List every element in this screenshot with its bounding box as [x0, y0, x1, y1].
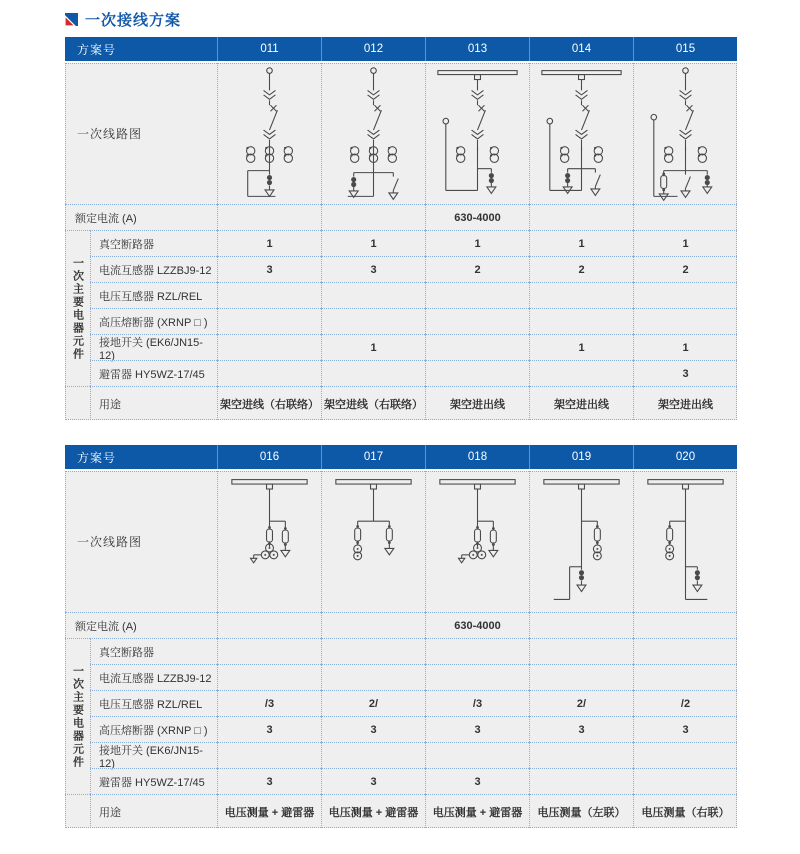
- rated-current-value-cell: [217, 204, 321, 230]
- component-value-cell: [217, 360, 321, 386]
- rated-current-value-cell: [321, 204, 425, 230]
- diagram-row-label: 一次线路图: [77, 535, 143, 549]
- component-label: 高压熔断器 (XRNP □ ): [90, 716, 217, 742]
- usage-row: [65, 386, 737, 420]
- component-value-cell: 3: [633, 360, 737, 386]
- one-line-diagram-018: [425, 471, 529, 612]
- component-value-cell: 3: [321, 716, 425, 742]
- usage-strip-spacer: [65, 794, 90, 828]
- component-label: 接地开关 (EK6/JN15-12): [90, 742, 217, 768]
- component-value-cell: [425, 664, 529, 690]
- component-value-cell: 1: [633, 334, 737, 360]
- rated-current-value-cell: [633, 612, 737, 638]
- usage-label: 用途: [90, 386, 217, 420]
- rated-current-value-cell: [321, 612, 425, 638]
- usage-value-cell: 架空进出线: [633, 386, 737, 420]
- component-value-cell: [321, 360, 425, 386]
- component-label: 真空断路器: [90, 638, 217, 664]
- component-value-cell: /3: [217, 690, 321, 716]
- page-title: 一次接线方案: [85, 11, 182, 29]
- one-line-diagram-014: [529, 63, 633, 204]
- usage-value-cell: 电压测量 + 避雷器: [425, 794, 529, 828]
- component-value-cell: [529, 742, 633, 768]
- one-line-diagram-012: [321, 63, 425, 204]
- component-rows: [65, 638, 737, 794]
- rated-current-row: [65, 612, 737, 638]
- rated-current-value-cell: [529, 612, 633, 638]
- component-value-cell: [217, 742, 321, 768]
- component-label: 电流互感器 LZZBJ9-12: [90, 664, 217, 690]
- component-value-cell: 3: [425, 716, 529, 742]
- component-value-cell: 2: [633, 256, 737, 282]
- scheme-column-header: 011: [217, 37, 321, 61]
- component-rows: [65, 230, 737, 386]
- component-value-cell: /2: [633, 690, 737, 716]
- table-body: [65, 63, 737, 420]
- diagram-row: [65, 471, 737, 612]
- component-value-cell: [321, 308, 425, 334]
- component-value-cell: [633, 664, 737, 690]
- usage-value-cell: 架空进出线: [425, 386, 529, 420]
- usage-value-cell: 电压测量 + 避雷器: [321, 794, 425, 828]
- rated-current-value-cell: 630-4000: [425, 204, 529, 230]
- scheme-number-header: 方案号: [77, 42, 117, 57]
- usage-value-cell: 架空进出线: [529, 386, 633, 420]
- component-label: 真空断路器: [90, 230, 217, 256]
- rated-current-value-cell: [633, 204, 737, 230]
- scheme-number-header: 方案号: [77, 450, 117, 465]
- scheme-column-header: 019: [529, 445, 633, 469]
- component-value-cell: 1: [217, 230, 321, 256]
- component-value-cell: 3: [321, 768, 425, 794]
- component-value-cell: [529, 360, 633, 386]
- component-value-cell: [321, 664, 425, 690]
- component-label: 电压互感器 RZL/REL: [90, 690, 217, 716]
- one-line-diagram-013: [425, 63, 529, 204]
- table-header-row: [65, 37, 737, 61]
- scheme-column-header: 014: [529, 37, 633, 61]
- component-value-cell: 1: [529, 334, 633, 360]
- component-value-cell: [321, 742, 425, 768]
- scheme-table-016-020: [65, 445, 737, 828]
- component-value-cell: [529, 638, 633, 664]
- one-line-diagram-017: [321, 471, 425, 612]
- scheme-column-header: 017: [321, 445, 425, 469]
- rated-current-value-cell: [529, 204, 633, 230]
- component-value-cell: [321, 638, 425, 664]
- component-label: 避雷器 HY5WZ-17/45: [90, 768, 217, 794]
- diagram-row: [65, 63, 737, 204]
- component-value-cell: /3: [425, 690, 529, 716]
- component-value-cell: [529, 308, 633, 334]
- component-label: 高压熔断器 (XRNP □ ): [90, 308, 217, 334]
- component-value-cell: 1: [633, 230, 737, 256]
- usage-row: [65, 794, 737, 828]
- component-value-cell: 2: [425, 256, 529, 282]
- component-label: 电压互感器 RZL/REL: [90, 282, 217, 308]
- rated-current-value-cell: [217, 612, 321, 638]
- component-value-cell: [217, 282, 321, 308]
- component-label: 接地开关 (EK6/JN15-12): [90, 334, 217, 360]
- component-value-cell: 2: [529, 256, 633, 282]
- component-value-cell: [529, 768, 633, 794]
- usage-strip-spacer: [65, 386, 90, 420]
- component-value-cell: [425, 282, 529, 308]
- usage-label: 用途: [90, 794, 217, 828]
- component-label: 避雷器 HY5WZ-17/45: [90, 360, 217, 386]
- component-value-cell: [217, 308, 321, 334]
- usage-value-cell: 电压测量 + 避雷器: [217, 794, 321, 828]
- component-group-label: 一次主要电器元件: [65, 230, 90, 386]
- component-value-cell: [217, 638, 321, 664]
- component-value-cell: 1: [425, 230, 529, 256]
- component-value-cell: [529, 282, 633, 308]
- one-line-diagram-019: [529, 471, 633, 612]
- component-value-cell: [217, 334, 321, 360]
- component-value-cell: [425, 742, 529, 768]
- usage-value-cell: 电压测量（左联）: [529, 794, 633, 828]
- component-value-cell: 1: [321, 334, 425, 360]
- scheme-column-header: 018: [425, 445, 529, 469]
- component-value-cell: [633, 768, 737, 794]
- scheme-column-header: 015: [633, 37, 737, 61]
- component-value-cell: [425, 308, 529, 334]
- rated-current-label: 额定电流 (A): [65, 204, 217, 230]
- usage-value-cell: 电压测量（右联）: [633, 794, 737, 828]
- one-line-diagram-020: [633, 471, 737, 612]
- component-value-cell: 3: [633, 716, 737, 742]
- scheme-column-header: 013: [425, 37, 529, 61]
- component-value-cell: 1: [529, 230, 633, 256]
- rated-current-label: 额定电流 (A): [65, 612, 217, 638]
- component-value-cell: [217, 664, 321, 690]
- component-value-cell: [633, 308, 737, 334]
- component-value-cell: 2/: [321, 690, 425, 716]
- diagram-row-label: 一次线路图: [77, 127, 143, 141]
- component-value-cell: [425, 334, 529, 360]
- scheme-column-header: 020: [633, 445, 737, 469]
- component-value-cell: [425, 360, 529, 386]
- component-label: 电流互感器 LZZBJ9-12: [90, 256, 217, 282]
- one-line-diagram-016: [217, 471, 321, 612]
- table-header-row: [65, 445, 737, 469]
- component-value-cell: [425, 638, 529, 664]
- component-group-label: 一次主要电器元件: [65, 638, 90, 794]
- scheme-column-header: 012: [321, 37, 425, 61]
- component-value-cell: 3: [321, 256, 425, 282]
- one-line-diagram-011: [217, 63, 321, 204]
- component-value-cell: [529, 664, 633, 690]
- table-body: [65, 471, 737, 828]
- usage-value-cell: 架空进线（右联络）: [321, 386, 425, 420]
- scheme-column-header: 016: [217, 445, 321, 469]
- component-value-cell: 3: [217, 256, 321, 282]
- component-value-cell: 2/: [529, 690, 633, 716]
- component-value-cell: 1: [321, 230, 425, 256]
- section-title: [65, 10, 800, 28]
- component-value-cell: 3: [425, 768, 529, 794]
- section-marker-icon: [65, 13, 78, 26]
- component-value-cell: [633, 282, 737, 308]
- rated-current-row: [65, 204, 737, 230]
- component-value-cell: 3: [217, 768, 321, 794]
- component-value-cell: [633, 742, 737, 768]
- component-value-cell: 3: [217, 716, 321, 742]
- component-value-cell: [321, 282, 425, 308]
- rated-current-value-cell: 630-4000: [425, 612, 529, 638]
- one-line-diagram-015: [633, 63, 737, 204]
- component-value-cell: 3: [529, 716, 633, 742]
- component-value-cell: [633, 638, 737, 664]
- scheme-table-011-015: [65, 37, 737, 420]
- usage-value-cell: 架空进线（右联络）: [217, 386, 321, 420]
